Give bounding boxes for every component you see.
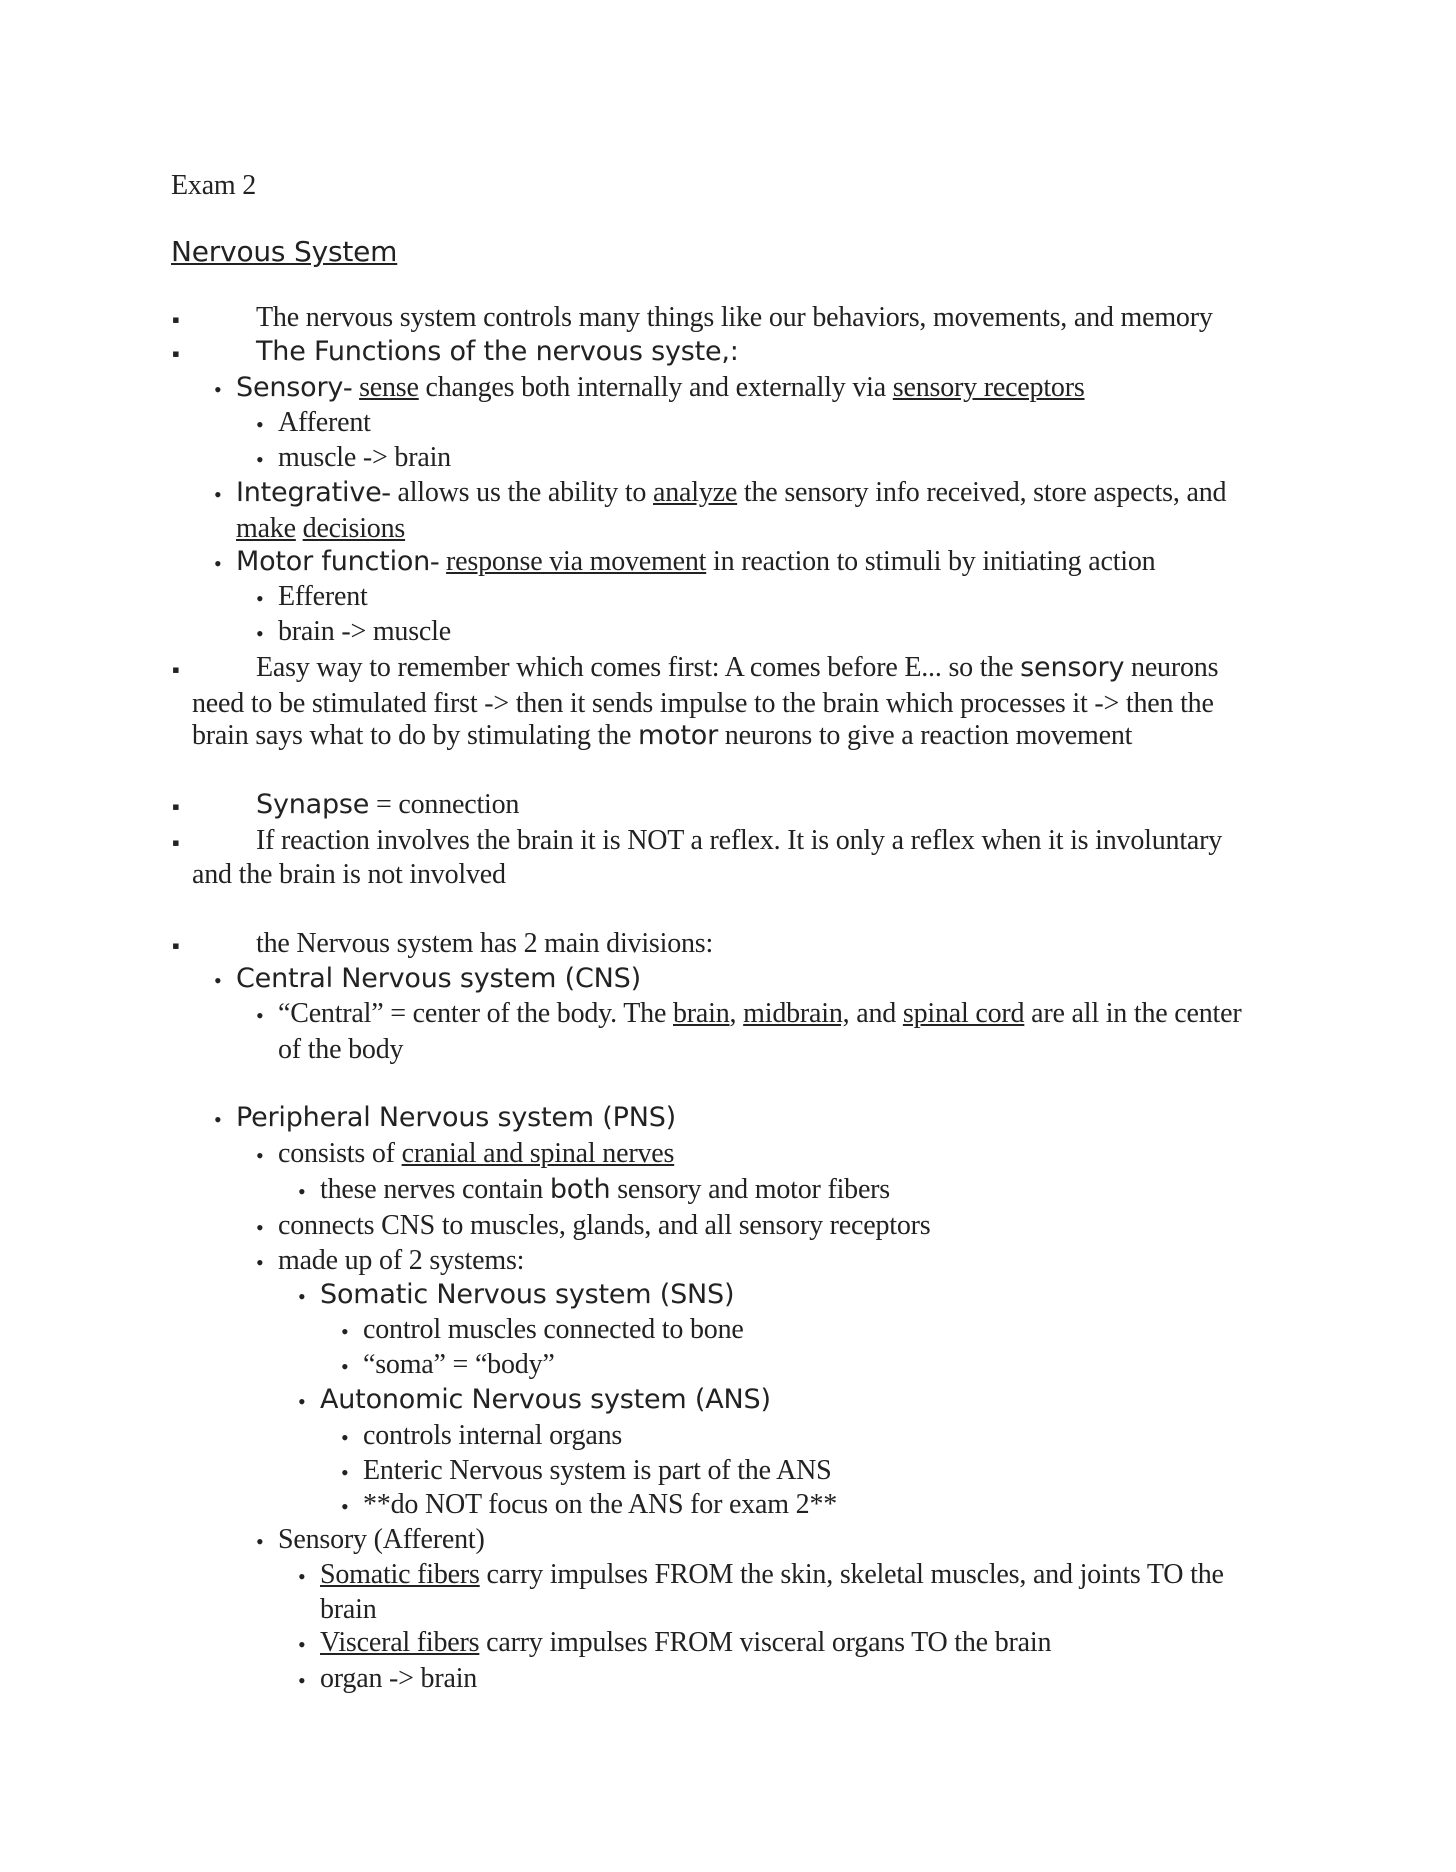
term: Integrative <box>236 477 382 508</box>
text: “Central” = center of the body. The <box>278 998 673 1029</box>
list-item: Peripheral Nervous system (PNS) <box>236 1102 676 1133</box>
list-item: muscle -> brain <box>278 442 451 473</box>
term: Sensory <box>236 372 344 403</box>
bullet-icon: • <box>341 1460 349 1485</box>
list-item <box>256 650 1218 686</box>
bullet-icon: • <box>256 1003 264 1028</box>
bullet-icon: ▪ <box>172 933 180 958</box>
list-item: connects CNS to muscles, glands, and all sensory receptors <box>278 1210 931 1241</box>
bullet-icon: ▪ <box>172 794 180 819</box>
underlined-text: make <box>236 513 296 544</box>
list-item <box>320 1172 890 1208</box>
list-item: the Nervous system has 2 main divisions: <box>256 928 714 959</box>
underlined-text: decisions <box>302 513 406 544</box>
text: the sensory info received, store aspects, and <box>737 477 1227 508</box>
list-item-continuation <box>236 511 405 547</box>
text: and <box>849 998 903 1029</box>
text: - <box>430 546 447 577</box>
bullet-icon: • <box>341 1425 349 1450</box>
bullet-icon: • <box>298 1564 306 1589</box>
text: consists of <box>278 1138 402 1169</box>
list-item: organ -> brain <box>320 1663 478 1694</box>
underlined-text: spinal cord <box>902 998 1025 1029</box>
list-item: “soma” = “body” <box>363 1349 555 1380</box>
list-item: Central Nervous system (CNS) <box>236 963 641 994</box>
text: in reaction to stimuli by initiating action <box>706 546 1156 577</box>
list-item: Afferent <box>278 407 371 438</box>
list-item <box>320 1557 1224 1593</box>
bullet-icon: • <box>256 1143 264 1168</box>
list-item: controls internal organs <box>363 1420 623 1451</box>
text <box>296 513 303 544</box>
underlined-text: Visceral fibers <box>320 1627 480 1658</box>
list-item <box>278 996 1241 1032</box>
exam-heading: Exam 2 <box>171 170 257 201</box>
bullet-icon: • <box>214 1107 222 1132</box>
bullet-icon: • <box>298 1389 306 1414</box>
term: both <box>549 1174 611 1205</box>
bullet-icon: • <box>214 551 222 576</box>
bullet-icon: • <box>256 1529 264 1554</box>
bullet-icon: • <box>298 1668 306 1693</box>
underlined-text: Somatic fibers <box>320 1559 480 1590</box>
text: these nerves contain <box>320 1174 550 1205</box>
underlined-text: midbrain, <box>743 998 850 1029</box>
text: = connection <box>369 789 520 820</box>
bullet-icon: ▪ <box>172 657 180 682</box>
bullet-icon: • <box>298 1632 306 1657</box>
text: - <box>343 372 360 403</box>
bullet-icon: • <box>298 1179 306 1204</box>
underlined-text: brain <box>673 998 730 1029</box>
list-item: **do NOT focus on the ANS for exam 2** <box>363 1489 838 1520</box>
bullet-icon: ▪ <box>172 307 180 332</box>
bullet-icon: • <box>298 1284 306 1309</box>
text: carry impulses FROM visceral organs TO the brain <box>479 1627 1052 1658</box>
list-item: brain -> muscle <box>278 616 451 647</box>
text: are all in the center <box>1024 998 1242 1029</box>
list-item: Efferent <box>278 581 368 612</box>
list-item: made up of 2 systems: <box>278 1245 525 1276</box>
list-item <box>256 787 519 823</box>
list-item: The Functions of the nervous syste,: <box>256 336 739 367</box>
list-item <box>320 1625 1051 1661</box>
list-item-continuation <box>192 718 1132 754</box>
list-item: Sensory (Afferent) <box>278 1524 485 1555</box>
underlined-text: analyze <box>653 477 738 508</box>
text: - allows us the ability to <box>381 477 654 508</box>
page-title: Nervous System <box>171 235 398 268</box>
underlined-text: sense <box>359 372 419 403</box>
bullet-icon: ▪ <box>172 341 180 366</box>
list-item: Enteric Nervous system is part of the ANS <box>363 1455 832 1486</box>
text: Easy way to remember which comes first: A comes before E... so the <box>256 652 1021 683</box>
list-item: If reaction involves the brain it is NOT a reflex. It is only a reflex when it is involuntary <box>256 825 1223 856</box>
list-item: Autonomic Nervous system (ANS) <box>320 1384 771 1415</box>
bullet-icon: • <box>341 1494 349 1519</box>
underlined-text: response via movement <box>446 546 707 577</box>
bullet-icon: ▪ <box>172 830 180 855</box>
underlined-text: sensory receptors <box>892 372 1085 403</box>
term: Synapse <box>256 789 370 820</box>
text: changes both internally and externally via <box>418 372 893 403</box>
term: sensory <box>1020 652 1125 683</box>
bullet-icon: • <box>256 1250 264 1275</box>
underlined-text: cranial and spinal nerves <box>401 1138 675 1169</box>
list-item: Somatic Nervous system (SNS) <box>320 1279 735 1310</box>
text: neurons to give a reaction movement <box>718 720 1133 751</box>
text: carry impulses FROM the skin, skeletal muscles, and joints TO the <box>479 1559 1224 1590</box>
bullet-icon: • <box>256 447 264 472</box>
term: Motor function <box>236 546 431 577</box>
list-item-continuation: of the body <box>278 1034 404 1065</box>
bullet-icon: • <box>341 1319 349 1344</box>
bullet-icon: • <box>214 377 222 402</box>
bullet-icon: • <box>214 968 222 993</box>
text: sensory and motor fibers <box>610 1174 890 1205</box>
list-item <box>236 544 1155 580</box>
bullet-icon: • <box>256 621 264 646</box>
text: , <box>729 998 744 1029</box>
list-item-continuation: and the brain is not involved <box>192 859 506 890</box>
list-item: control muscles connected to bone <box>363 1314 744 1345</box>
text: brain says what to do by stimulating the <box>192 720 638 751</box>
list-item: The nervous system controls many things like our behaviors, movements, and memory <box>256 302 1213 333</box>
term: motor <box>637 720 718 751</box>
list-item <box>278 1136 674 1172</box>
list-item-continuation: need to be stimulated first -> then it sends impulse to the brain which processes it -> then the <box>192 688 1214 719</box>
bullet-icon: • <box>214 482 222 507</box>
list-item-continuation: brain <box>320 1594 377 1625</box>
bullet-icon: • <box>256 412 264 437</box>
bullet-icon: • <box>256 586 264 611</box>
bullet-icon: • <box>256 1215 264 1240</box>
list-item <box>236 370 1085 406</box>
bullet-icon: • <box>341 1354 349 1379</box>
text: neurons <box>1124 652 1219 683</box>
list-item <box>236 475 1226 511</box>
